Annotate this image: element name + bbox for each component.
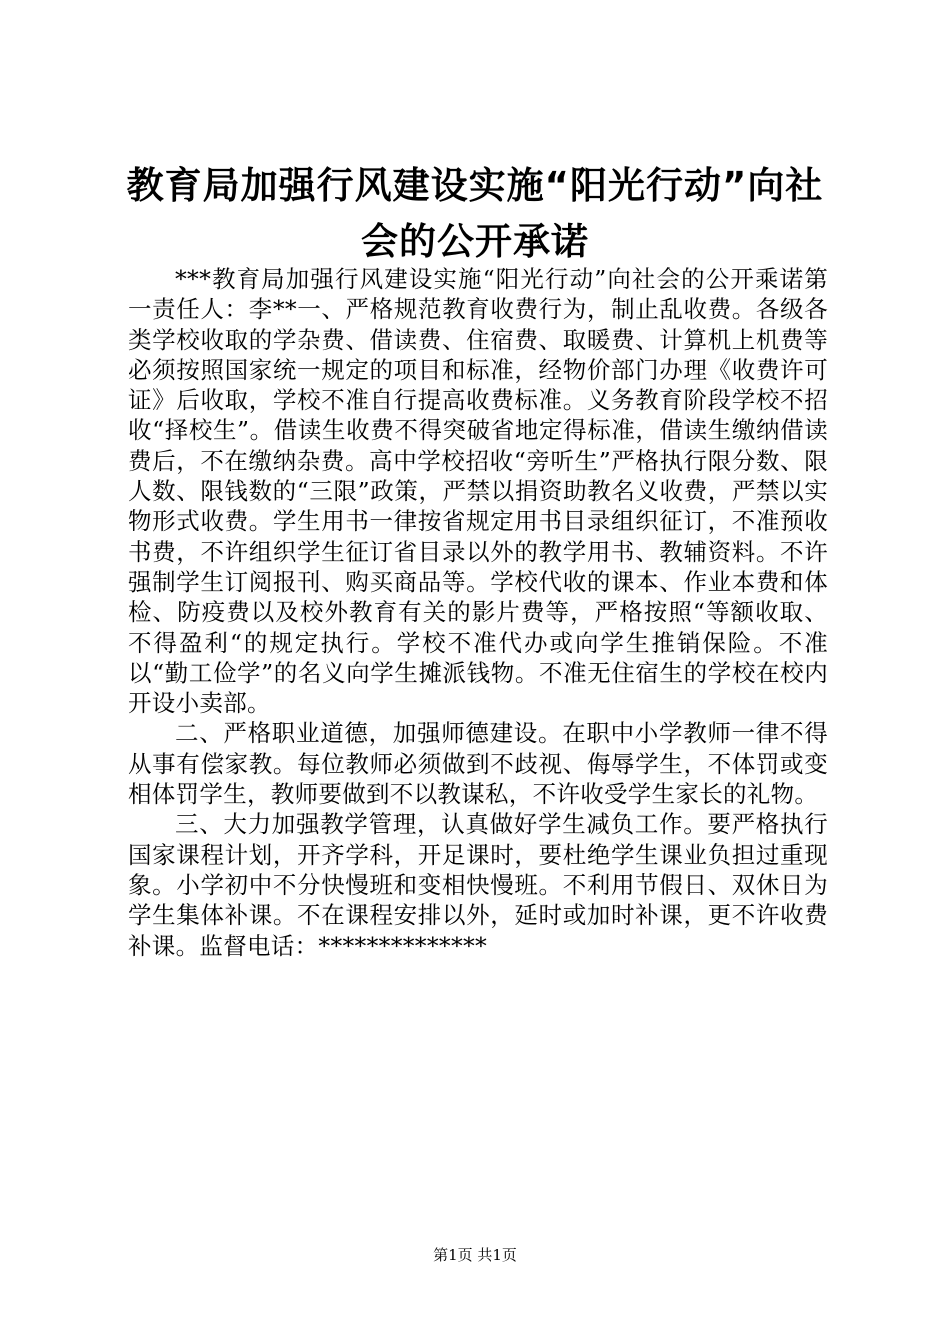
page-number-footer: 第1页 共1页: [433, 1246, 517, 1264]
paragraph-2: 二、严格职业道德，加强师德建设。在职中小学教师一律不得从事有偿家教。每位教师必须做到不歧视、侮辱学生，不体罚或变相体罚学生，教师要做到不以教谋私，不许收受学生家长的礼物。: [128, 719, 828, 809]
paragraph-1: ***教育局加强行风建设实施“阳光行动”向社会的公开乘诺第一责任人：李**一、严格规范教育收费行为，制止乱收费。各级各类学校收取的学杂费、借读费、住宿费、取暖费、计算机上机费等必须按照国家统一规定的项目和标准，经物价部门办理《收费许可证》后收取，学校不准自行提高收费标准。义务教育阶段学校不招收“择校生”。借读生收费不得突破省地定得标准，借读生缴纳借读费后，不在缴纳杂费。高中学校招收“旁听生”严格执行限分数、限人数、限钱数的“三限”政策，严禁以捐资助教名义收费，严禁以实物形式收费。学生用书一律按省规定用书目录组织征订，不准预收书费，不许组织学生征订省目录以外的教学用书、教辅资料。不许强制学生订阅报刊、购买商品等。学校代收的课本、作业本费和体检、防疫费以及校外教育有关的影片费等，严格按照“等额收取、不得盈利“的规定执行。学校不准代办或向学生推销保险。不准以“勤工俭学”的名义向学生摊派钱物。不准无住宿生的学校在校内开设小卖部。: [128, 265, 828, 718]
document-title: 教育局加强行风建设实施“阳光行动”向社会的公开承诺: [126, 164, 824, 263]
paragraph-3: 三、大力加强教学管理，认真做好学生减负工作。要严格执行国家课程计划，开齐学科，开足课时，要杜绝学生课业负担过重现象。小学初中不分快慢班和变相快慢班。不利用节假日、双休日为学生集体补课。不在课程安排以外，延时或加时补课，更不许收费补课。监督电话：**************: [128, 810, 828, 960]
document-body: [128, 264, 828, 961]
